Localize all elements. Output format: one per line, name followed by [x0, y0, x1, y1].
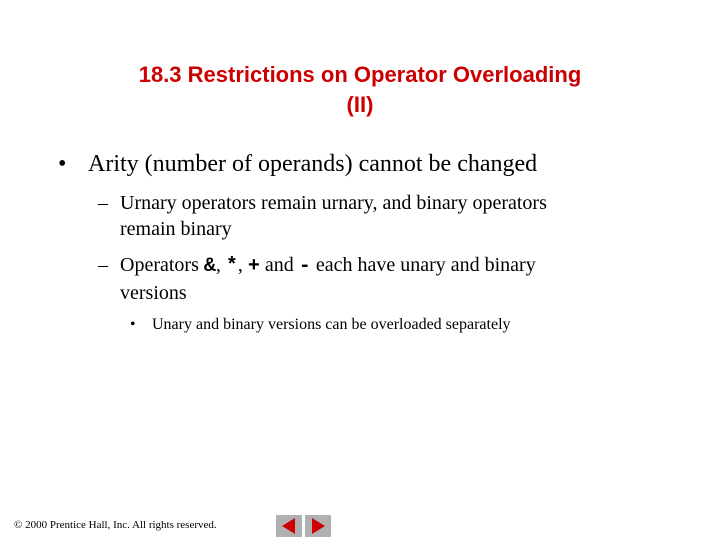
copyright-footer: © 2000 Prentice Hall, Inc. All rights reserved.: [14, 519, 217, 531]
triangle-left-icon: [276, 515, 302, 537]
next-slide-button[interactable]: [305, 515, 331, 537]
subsubbullet-overload-text: Unary and binary versions can be overloaded separately: [152, 316, 511, 333]
operator-asterisk: *: [225, 255, 238, 278]
slide-title-line-1: 18.3 Restrictions on Operator Overloading: [138, 62, 582, 87]
subbullet-operators-line-2: versions: [120, 282, 187, 304]
previous-slide-button[interactable]: [276, 515, 302, 537]
operator-minus: -: [298, 255, 311, 278]
bullet-arity-text: Arity (number of operands) cannot be changed: [88, 151, 538, 177]
operator-ampersand: &: [203, 255, 216, 278]
subbullet-operators-line-1: [120, 252, 650, 280]
operators-sep-2: ,: [237, 254, 248, 276]
slide-title-line-2: (II): [346, 92, 374, 117]
operators-and: and: [259, 254, 299, 276]
operator-plus: +: [247, 255, 260, 278]
subbullet-unary-binary-line-2: remain binary: [120, 218, 232, 240]
operators-suffix: each have unary and binary: [310, 254, 536, 276]
dash-icon: –: [98, 254, 108, 276]
subbullet-unary-binary-line-1: Urnary operators remain urnary, and binary operators: [120, 192, 547, 214]
operators-sep-1: ,: [215, 254, 226, 276]
slide-title: [40, 60, 680, 120]
triangle-right-icon: [305, 515, 331, 537]
bullet-dot-icon: •: [130, 316, 136, 333]
operators-prefix: Operators: [120, 254, 204, 276]
bullet-dot-icon: •: [58, 151, 67, 177]
dash-icon: –: [98, 192, 108, 214]
